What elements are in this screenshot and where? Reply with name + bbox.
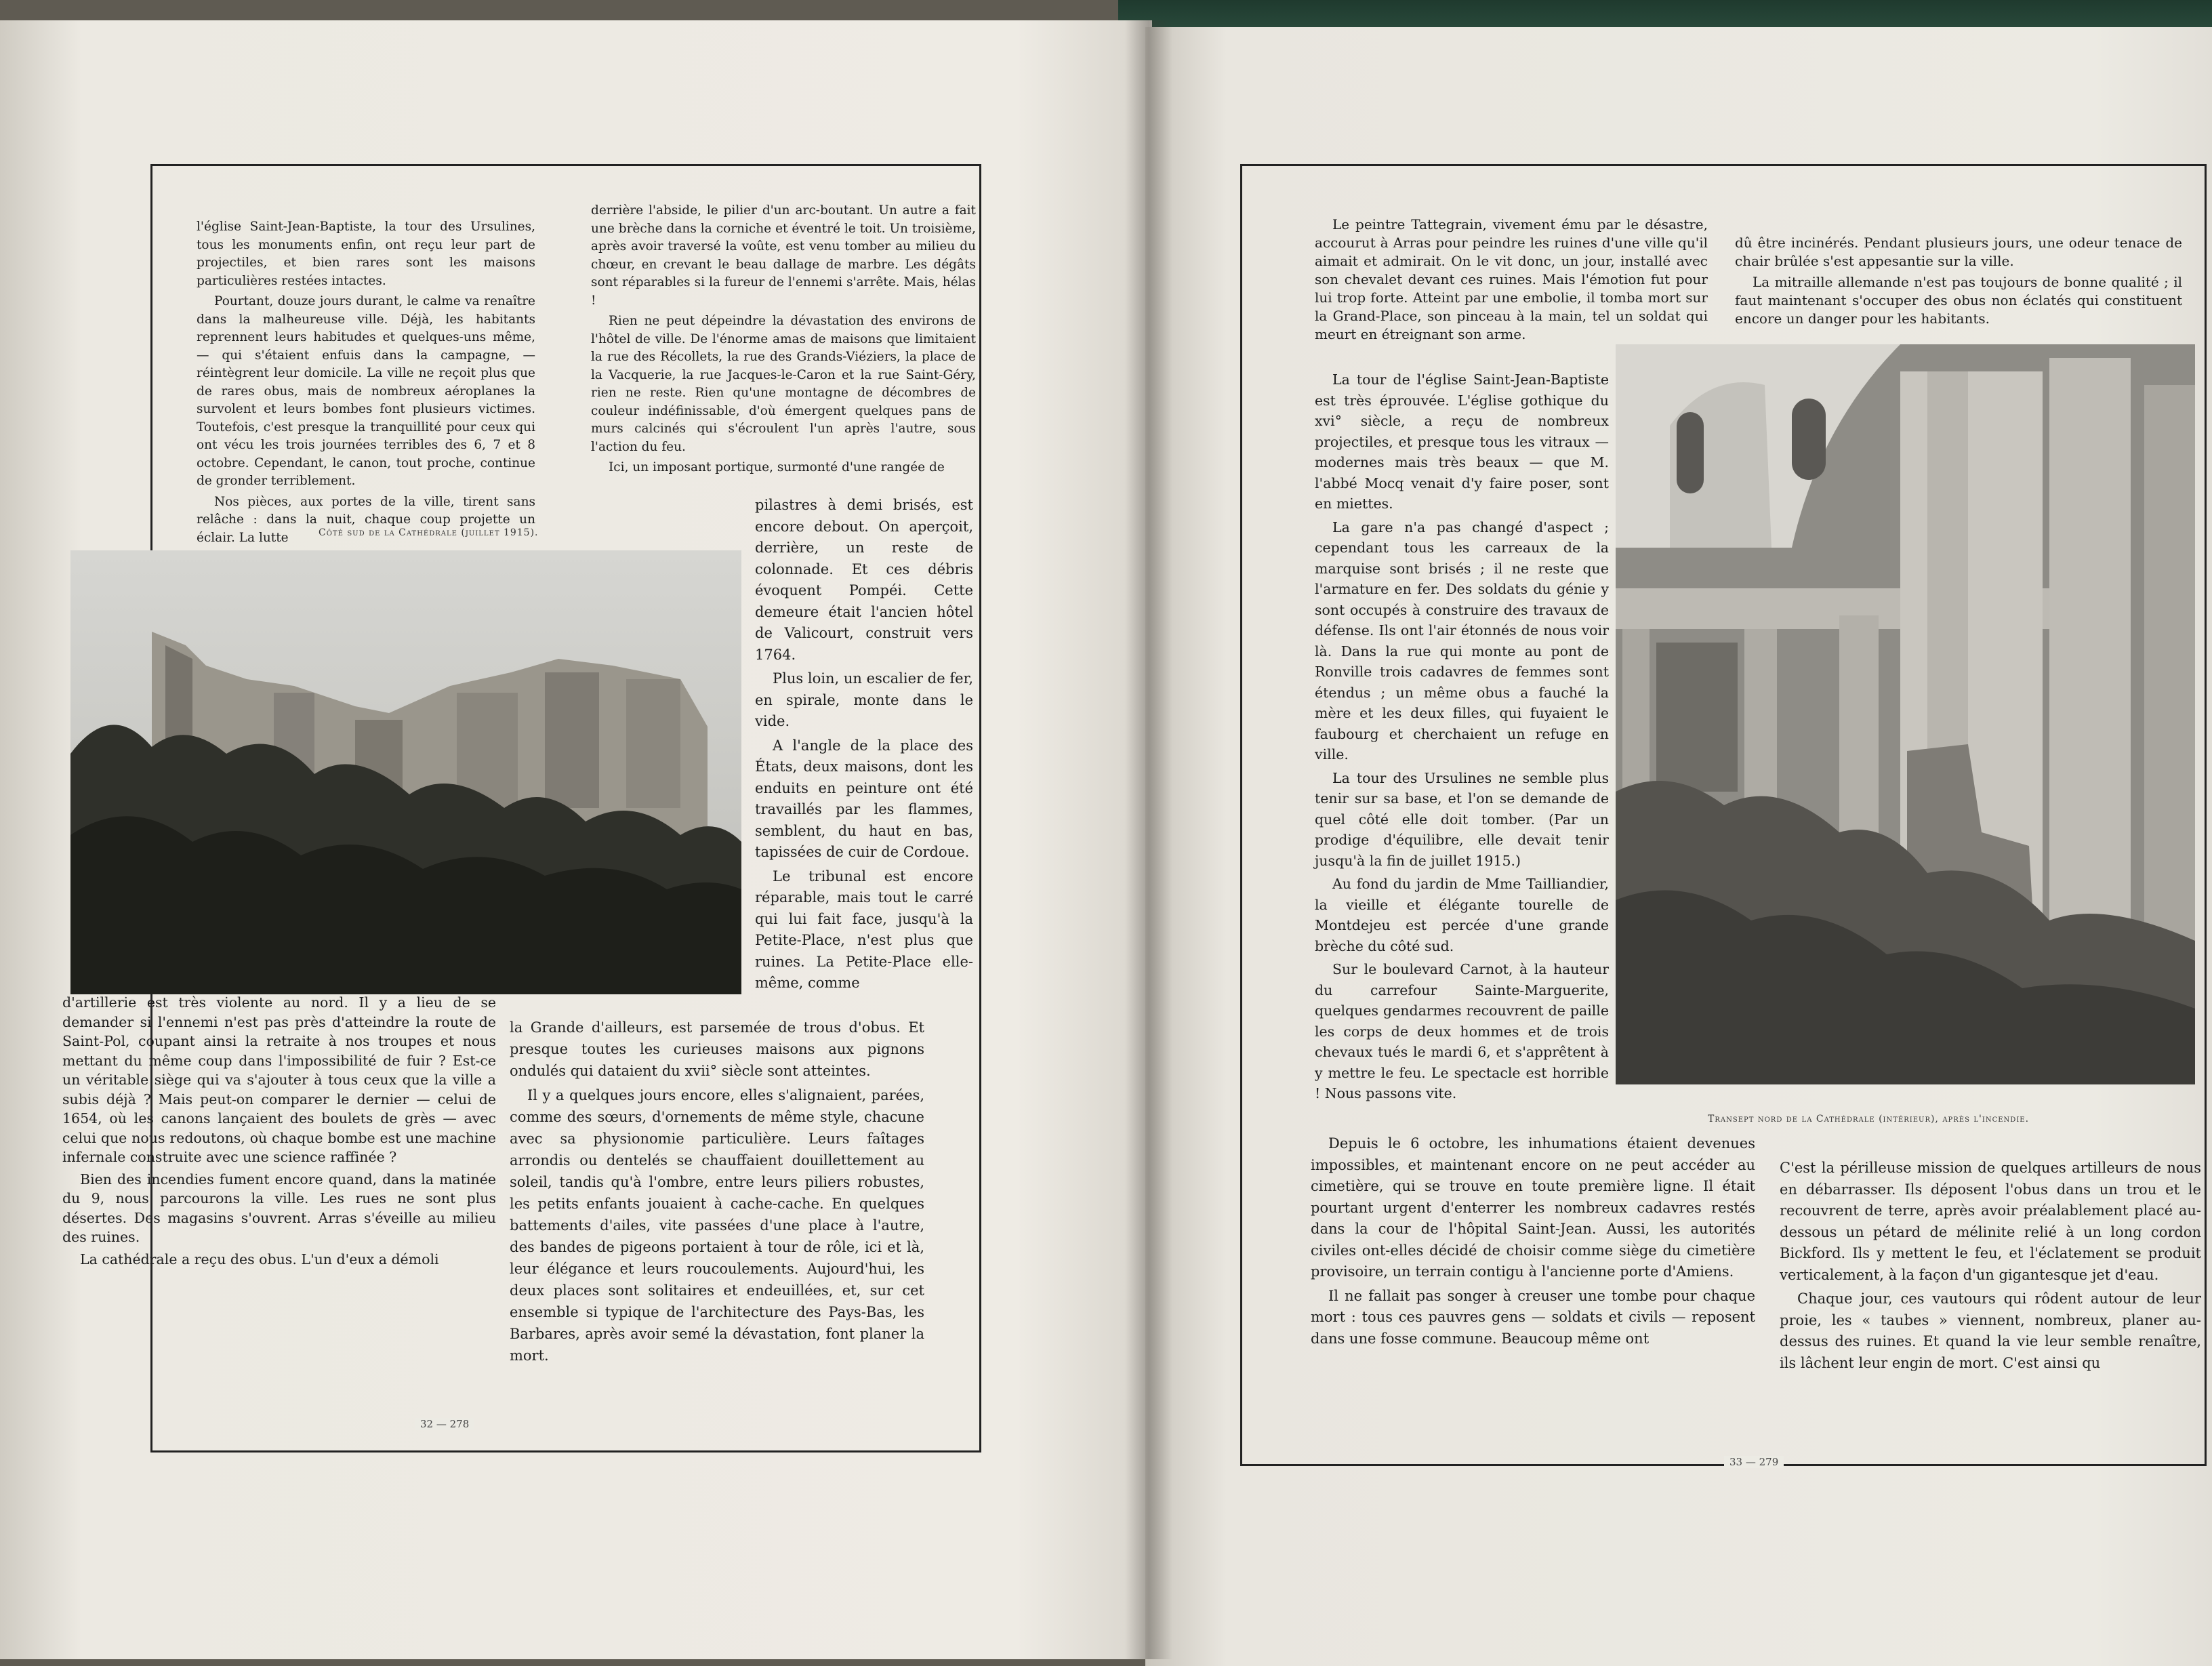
paragraph: La tour des Ursulines ne semble plus tenir sur sa base, et l'on se demande de quel côté elle doit tomber. (Par un prodige d'équilibre, elle devait tenir jusqu'à la fin de juillet 1915.)	[1315, 769, 1609, 869]
paragraph: derrière l'abside, le pilier d'un arc-boutant. Un autre a fait une brèche dans la corniche et éventré le toit. Un troisième, après avoir traversé la voûte, est venu tomber au milieu du chœur, en crevant le beau dallage de marbre. Les dégâts sont réparables si la fureur de l'ennemi s'arrête. Mais, hélas !	[591, 203, 976, 308]
right-col2-top	[1735, 234, 2182, 331]
paragraph: pilastres à demi brisés, est encore debout. On aperçoit, derrière, un reste de colonnade. Et ces débris évoquent Pompéi. Cette demeure était l'ancien hôtel de Valicourt, construit vers 1764.	[755, 497, 973, 663]
paragraph: Rien ne peut dépeindre la dévastation des environs de l'hôtel de ville. De l'énorme amas de maisons que limitaient la rue des Récollets, la rue des Grands-Viéziers, la place de la Vacquerie, la rue Jacques-le-Caron et la rue Saint-Géry, rien ne reste. Rien qu'une montagne de décombres de couleur indéfinissable, d'où émergent quelques pans de murs calcinés qui s'écroulent l'un après l'autre, sous l'action du feu.	[591, 314, 976, 454]
paragraph: Bien des incendies fument encore quand, dans la matinée du 9, nous parcourons la ville. Les rues ne sont plus désertes. Des magasins s'ouvrent. Arras s'éveille au milieu des ruines.	[62, 1171, 496, 1245]
transept-photo	[1616, 344, 2195, 1084]
left-col2-bottom	[510, 1017, 924, 1369]
right-col1-wrap	[1315, 369, 1609, 1107]
left-col1-bottom	[62, 993, 496, 1272]
paragraph: l'église Saint-Jean-Baptiste, la tour des Ursulines, tous les monuments enfin, ont reçu leur part de projectiles, et bien rares sont les maisons particulières restées intactes.	[197, 220, 535, 288]
paragraph: La cathédrale a reçu des obus. L'un d'eux a démoli	[80, 1251, 439, 1267]
right-folio: 33 — 279	[1724, 1456, 1784, 1468]
paragraph: A l'angle de la place des États, deux maisons, dont les enduits en peinture ont été travaillés par les flammes, semblent, du haut en bas, tapissées de cuir de Cordoue.	[755, 737, 973, 860]
paragraph: C'est la périlleuse mission de quelques artilleurs de nous en débarrasser. Ils déposent l'obus dans un trou et le recouvrent de terre, après avoir préalablement placé au-dessous un pétard de mélinite relié à un long cordon Bickford. Ils y mettent le feu, et l'éclatement se produit verticalement, à la façon d'un gigantesque jet d'eau.	[1780, 1160, 2201, 1283]
left-col2-wrap	[755, 495, 973, 997]
paragraph: Plus loin, un escalier de fer, en spirale, monte dans le vide.	[755, 670, 973, 729]
paragraph: La tour de l'église Saint-Jean-Baptiste est très éprouvée. L'église gothique du xvi° siècle, a reçu de nombreux projectiles, et presque tous les vitraux — modernes mais très beaux — que M. l'abbé Mocq venait d'y faire poser, sont en miettes.	[1315, 371, 1609, 512]
paragraph: Depuis le 6 octobre, les inhumations étaient devenues impossibles, et maintenant encore on ne peut accéder au cimetière, qui se trouve en toute première ligne. Il était pourtant urgent d'enterrer les nombreux cadavres restés dans la cour de l'hôpital Saint-Jean. Aussi, les autorités civiles ont-elles décidé de choisir comme siège du cimetière provisoire, un terrain contigu à l'ancienne porte d'Amiens.	[1311, 1135, 1755, 1280]
left-folio: 32 — 278	[415, 1418, 474, 1430]
left-photo-caption: Côté sud de la Cathédrale (juillet 1915).	[319, 527, 539, 538]
paragraph: Nos pièces, aux portes de la ville, tirent sans relâche : dans la nuit, chaque coup projette un éclair. La lutte	[197, 494, 535, 545]
paragraph: la Grande d'ailleurs, est parsemée de trous d'obus. Et presque toutes les curieuses maisons aux pignons ondulés qui dataient du xvii° siècle sont atteintes.	[510, 1019, 924, 1079]
paragraph: Sur le boulevard Carnot, à la hauteur du carrefour Sainte-Marguerite, quelques gendarmes recouvrent de paille les corps de deux hommes et de trois chevaux tués le mardi 6, et s'apprêtent à y mettre le feu. Le spectacle est horrible ! Nous passons vite.	[1315, 961, 1609, 1101]
paragraph: La gare n'a pas changé d'aspect ; cependant tous les carreaux de la marquise sont brisés ; il ne reste que l'armature en fer. Des soldats du génie y sont occupés à construire des travaux de défense. Ils ont l'air étonnés de nous voir là. Dans la rue qui monte au pont de Ronville trois cadavres de femmes sont étendus ; un même obus a fauché la mère et les deux filles, qui fuyaient le faubourg et cherchaient un refuge en ville.	[1315, 519, 1609, 763]
paragraph: d'artillerie est très violente au nord. Il y a lieu de se demander si l'ennemi n'est pas près d'atteindre la route de Saint-Pol, coupant ainsi la retraite à nos troupes et nous mettant du même coup dans l'impossibilité de fuir ? Est-ce un véritable siège qui va s'ajouter à tous ceux que la ville a subis déjà ? Mais peut-on comparer le dernier — celui de 1654, où les canons lançaient des boulets de grès — avec celui que nous redoutons, où chaque bombe est une machine infernale construite avec une science raffinée ?	[62, 994, 496, 1165]
cathedral-ruin-image	[70, 550, 741, 994]
right-col2-bottom	[1780, 1158, 2201, 1377]
book-gutter	[1125, 20, 1172, 1659]
cathedral-south-photo	[70, 550, 741, 994]
paragraph: Au fond du jardin de Mme Tailliandier, la vieille et élégante tourelle de Montdejeu est percée d'une grande brèche du côté sud.	[1315, 876, 1609, 954]
paragraph: Chaque jour, ces vautours qui rôdent autour de leur proie, les « taubes » viennent, nombreux, planer au-dessus des ruines. Et quand la vie leur semble renaître, ils lâchent leur engin de mort. C'est ainsi qu	[1780, 1291, 2201, 1371]
right-photo-caption: Transept nord de la Cathédrale (intérieur), après l'incendie.	[1708, 1114, 2030, 1124]
paragraph: Le tribunal est encore réparable, mais tout le carré qui lui fait face, jusqu'à la Petite-Place, n'est plus que ruines. La Petite-Place elle-même, comme	[755, 868, 973, 991]
left-col1-top	[197, 218, 535, 550]
paragraph: Ici, un imposant portique, surmonté d'une rangée de	[609, 460, 945, 474]
transept-ruin-image	[1616, 344, 2195, 1084]
left-col2-top	[591, 202, 976, 480]
paragraph: Il y a quelques jours encore, elles s'alignaient, parées, comme des sœurs, d'ornements de même style, chacune avec sa physionomie particulière. Leurs faîtages arrondis ou dentelés se chauffaient douillettement au soleil, tandis qu'à l'ombre, entre leurs piliers robustes, les petits enfants jouaient à cache-cache. En quelques battements d'ailes, vite passées d'une place à l'autre, des bandes de pigeons portaient à tour de rôle, ici et là, leur élégance et leurs roucoulements. Aujourd'hui, les deux places sont solitaires et endeuillées, et, sur cet ensemble si typique de l'architecture des Pays-Bas, les Barbares, après avoir semé la dévastation, font planer la mort.	[510, 1087, 924, 1364]
paragraph: Pourtant, douze jours durant, le calme va renaître dans la malheureuse ville. Déjà, les habitants reprennent leurs habitudes et quelques-uns même, — qui s'étaient enfuis dans la campagne, — réintègrent leur domicile. La ville ne reçoit plus que de rares obus, mais de nombreux aéroplanes la survolent et leurs bombes font plusieurs victimes. Toutefois, c'est presque la tranquillité pour ceux qui ont vécu les trois journées terribles des 6, 7 et 8 octobre. Cependant, le canon, tout proche, continue de gronder terriblement.	[197, 294, 535, 488]
paragraph: Le peintre Tattegrain, vivement ému par le désastre, accourut à Arras pour peindre les ruines d'une ville qu'il aimait et admirait. On le vit donc, un jour, installé avec son chevalet devant ces ruines. Mais l'émotion fut pour lui trop forte. Atteint par une embolie, il tomba mort sur la Grand-Place, son pinceau à la main, tel un soldat qui meurt en étreignant son arme.	[1315, 216, 1708, 342]
right-col1-bottom	[1311, 1133, 1755, 1352]
paragraph: La mitraille allemande n'est pas toujours de bonne qualité ; il faut maintenant s'occuper des obus non éclatés qui constituent encore un danger pour les habitants.	[1735, 274, 2182, 327]
right-col1-top	[1315, 216, 1708, 346]
paragraph: dû être incinérés. Pendant plusieurs jours, une odeur tenace de chair brûlée s'est appesantie sur la ville.	[1735, 235, 2182, 269]
paragraph: Il ne fallait pas songer à creuser une tombe pour chaque mort : tous ces pauvres gens — soldats et civils — reposent dans une fosse commune. Beaucoup même ont	[1311, 1287, 1755, 1347]
